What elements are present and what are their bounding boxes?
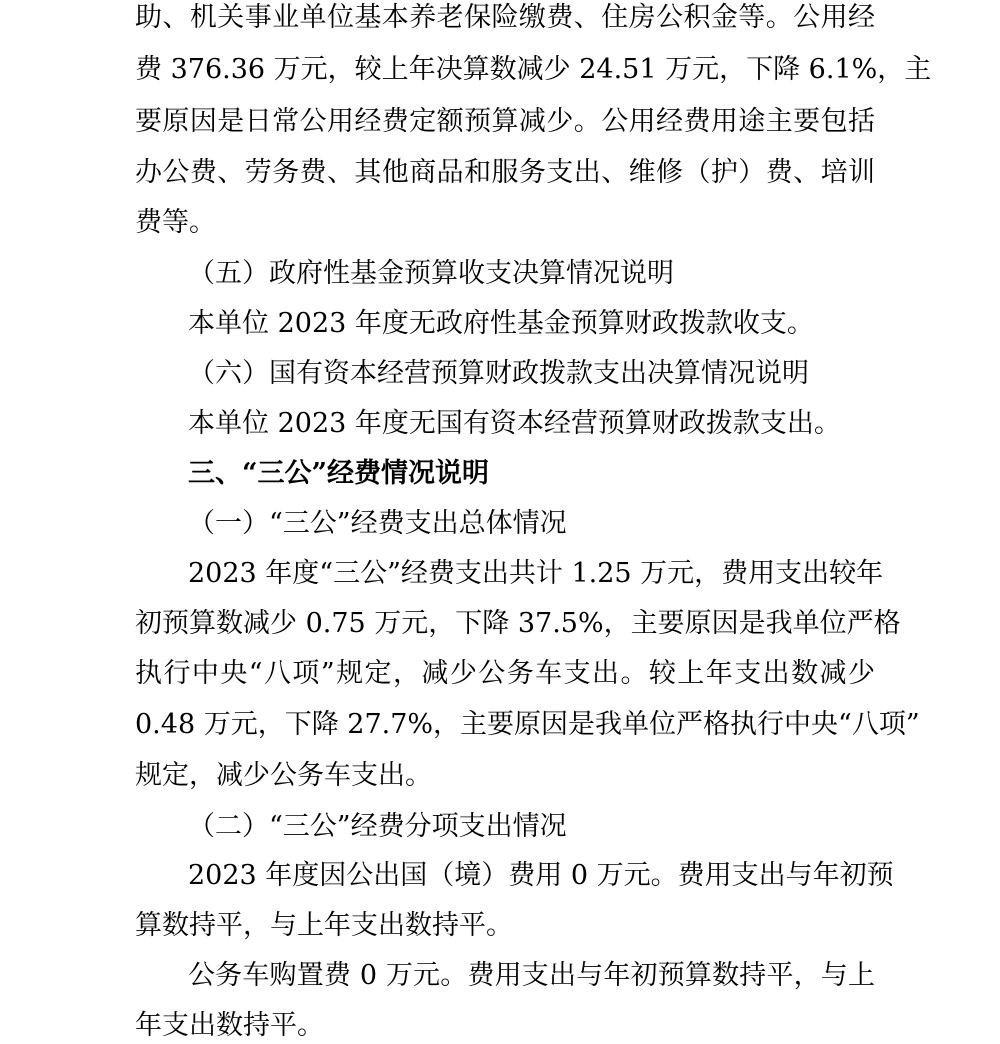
section-heading: （一）“三公”经费支出总体情况: [188, 508, 567, 539]
paragraph-line: 执行中央“八项”规定，减少公务车支出。较上年支出数减少: [135, 658, 875, 689]
chapter-heading: 三、“三公”经费情况说明: [188, 458, 490, 489]
paragraph-line: 2023 年度“三公”经费支出共计 1.25 万元，费用支出较年: [188, 558, 884, 589]
paragraph-line: 规定，减少公务车支出。: [135, 760, 432, 791]
paragraph-line: 年支出数持平。: [135, 1010, 324, 1041]
paragraph-line: 办公费、劳务费、其他商品和服务支出、维修（护）费、培训: [135, 157, 875, 188]
paragraph-line: 本单位 2023 年度无国有资本经营预算财政拨款支出。: [188, 408, 841, 439]
paragraph-line: 算数持平，与上年支出数持平。: [135, 910, 513, 941]
paragraph-line: 公务车购置费 0 万元。费用支出与年初预算数持平，与上: [188, 960, 875, 991]
paragraph-line: 本单位 2023 年度无政府性基金预算财政拨款收支。: [188, 308, 814, 339]
paragraph-line: 要原因是日常公用经费定额预算减少。公用经费用途主要包括: [135, 106, 875, 137]
paragraph-line: 0.48 万元，下降 27.7%，主要原因是我单位严格执行中央“八项”: [135, 709, 920, 740]
paragraph-line: 初预算数减少 0.75 万元，下降 37.5%，主要原因是我单位严格: [135, 608, 901, 639]
section-heading: （六）国有资本经营预算财政拨款支出决算情况说明: [188, 358, 809, 389]
section-heading: （五）政府性基金预算收支决算情况说明: [188, 258, 674, 289]
paragraph-line: 费 376.36 万元，较上年决算数减少 24.51 万元，下降 6.1%，主: [135, 54, 932, 85]
paragraph-line: 助、机关事业单位基本养老保险缴费、住房公积金等。公用经: [135, 2, 875, 33]
paragraph-line: 费等。: [135, 207, 216, 238]
paragraph-line: 2023 年度因公出国（境）费用 0 万元。费用支出与年初预: [188, 860, 894, 891]
section-heading: （二）“三公”经费分项支出情况: [188, 811, 567, 842]
